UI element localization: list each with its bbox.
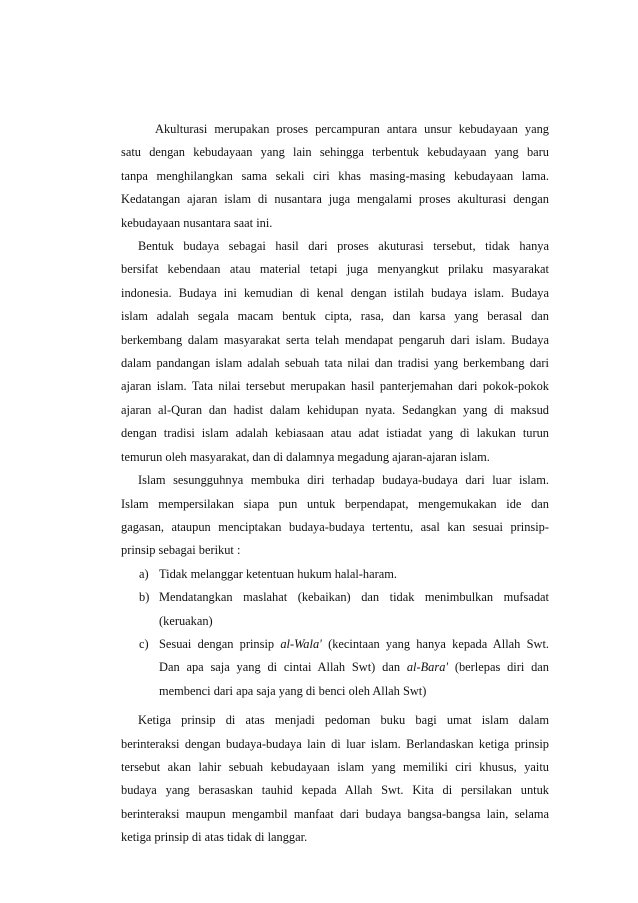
text-line <box>159 633 549 656</box>
text-line: Mendatangkan maslahat (kebaikan) dan tidak menimbulkan mufsadat <box>159 590 549 605</box>
text-line: tersebut akan lahir sebuah kebudayaan islam yang memiliki ciri khusus, yaitu <box>121 759 549 774</box>
text-line: membenci dari apa saja yang di benci oleh Allah Swt) <box>159 683 427 698</box>
text-line: ajaran al-Quran dan hadist dalam kehidupan nyata. Sedangkan yang di maksud <box>121 402 549 417</box>
text-run: (berlepas diri dan <box>448 660 549 675</box>
text-line: Ketiga prinsip di atas menjadi pedoman buku bagi umat islam dalam <box>138 713 549 728</box>
principles-list <box>121 563 549 703</box>
text-line: berkembang dalam masyarakat serta telah mendapat pengaruh dari islam. Budaya <box>121 332 549 347</box>
paragraph-akulturasi <box>121 118 549 235</box>
text-line: Kedatangan ajaran islam di nusantara juga mengalami proses akulturasi dengan <box>121 192 549 207</box>
italic-term: al-Wala' <box>280 636 322 651</box>
text-line: dalam pandangan islam adalah sebuah tata nilai dan tradisi yang berkembang dari <box>121 356 549 371</box>
text-run: Dan apa saja yang di cintai Allah Swt) dan <box>159 660 407 675</box>
text-line: berinteraksi dengan budaya-budaya lain di luar islam. Berlandaskan ketiga prinsip <box>121 736 549 751</box>
text-line: budaya yang berasaskan tauhid kepada Allah Swt. Kita di persilakan untuk <box>121 783 549 798</box>
text-line: prinsip sebagai berikut : <box>121 543 241 558</box>
text-line: Islam sesungguhnya membuka diri terhadap budaya-budaya dari luar islam. <box>138 473 549 488</box>
text-line: islam adalah segala macam bentuk cipta, rasa, dan karsa yang berasal dan <box>121 309 549 324</box>
text-line: ajaran islam. Tata nilai tersebut merupakan hasil panterjemahan dari pokok-pokok <box>121 379 549 394</box>
text-line: tanpa menghilangkan sama sekali ciri khas masing-masing kebudayaan lama. <box>121 168 549 183</box>
text-run: (kecintaan yang hanya kepada Allah Swt. <box>321 636 549 651</box>
text-line: Islam mempersilakan siapa pun untuk berpendapat, mengemukakan ide dan <box>121 496 549 511</box>
text-line: dengan tradisi islam adalah kebiasaan atau adat istiadat yang di lakukan turun <box>121 426 549 441</box>
list-marker: a) <box>139 566 149 581</box>
text-line: Akulturasi merupakan proses percampuran antara unsur kebudayaan yang <box>155 122 549 136</box>
text-line <box>159 656 549 679</box>
text-line: bersifat kebendaan atau material tetapi juga menyangkut prilaku masyarakat <box>121 262 549 277</box>
list-marker: c) <box>139 636 149 651</box>
text-line: satu dengan kebudayaan yang lain sehingga terbentuk kebudayaan yang baru <box>121 145 549 160</box>
list-item <box>121 633 549 703</box>
document-page <box>121 118 549 850</box>
list-item <box>121 563 549 586</box>
text-line: gagasan, ataupun menciptakan budaya-budaya tertentu, asal kan sesuai prinsip- <box>121 519 549 534</box>
list-marker: b) <box>139 590 150 605</box>
text-line: berinteraksi maupun mengambil manfaat dari budaya bangsa-bangsa lain, selama <box>121 806 549 821</box>
text-line: ketiga prinsip di atas tidak di langgar. <box>121 830 308 845</box>
paragraph-ketiga-prinsip <box>121 709 549 849</box>
list-item <box>121 586 549 633</box>
paragraph-islam-membuka-diri <box>121 469 549 563</box>
italic-term: al-Bara' <box>406 660 449 675</box>
text-line: temurun oleh masyarakat, dan di dalamnya megadung ajaran-ajaran islam. <box>121 449 490 464</box>
text-line: (keruakan) <box>159 613 213 628</box>
text-line: indonesia. Budaya ini kemudian di kenal dengan istilah budaya islam. Budaya <box>121 285 549 300</box>
text-line: Tidak melanggar ketentuan hukum halal-haram. <box>159 566 397 581</box>
text-line: kebudayaan nusantara saat ini. <box>121 215 273 230</box>
text-run: Sesuai dengan prinsip <box>159 636 281 651</box>
text-line: Bentuk budaya sebagai hasil dari proses akuturasi tersebut, tidak hanya <box>138 239 549 254</box>
paragraph-bentuk-budaya <box>121 235 549 469</box>
